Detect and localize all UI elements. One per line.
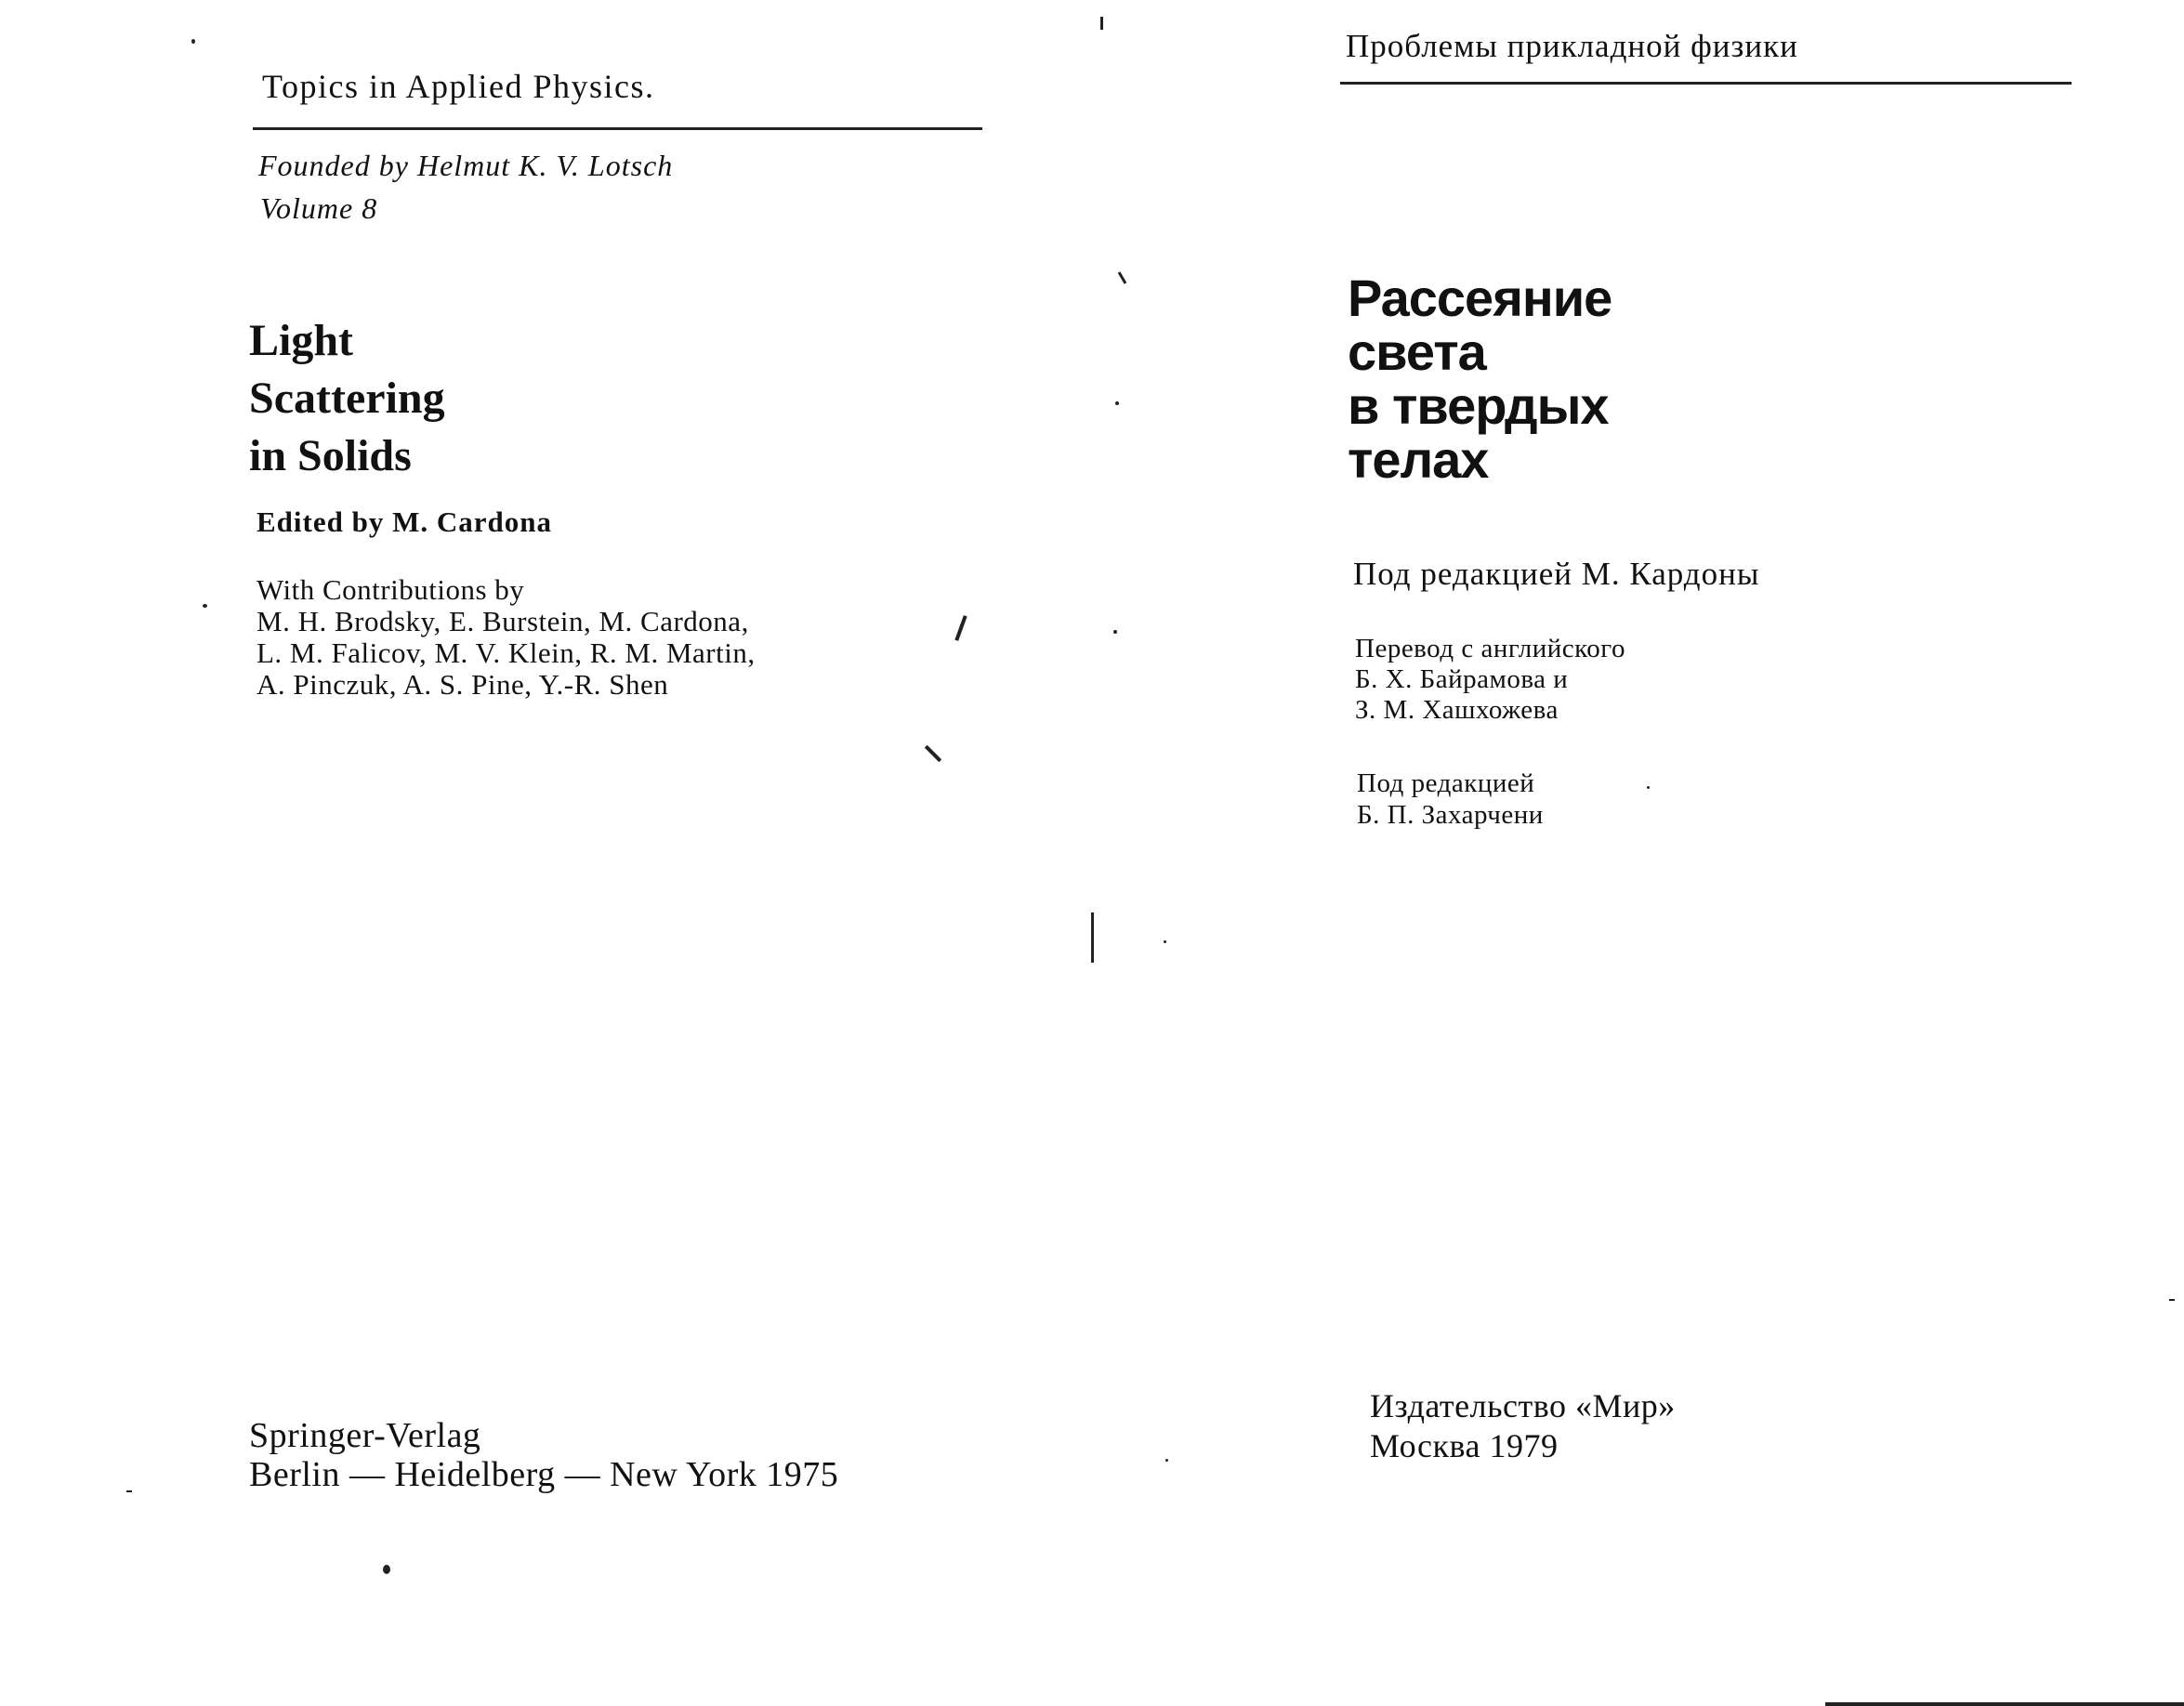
editors-line: Под редакцией	[1357, 768, 1535, 798]
publisher-en	[249, 1416, 838, 1494]
publisher-ru-line: Издательство «Мир»	[1370, 1387, 1676, 1424]
book-title-en-line: Scattering	[249, 374, 445, 423]
editors-line: Б. П. Захарчени	[1357, 800, 1544, 830]
contributors-en	[257, 574, 756, 701]
scan-speck	[1115, 401, 1119, 405]
editor-en: Edited by M. Cardona	[257, 505, 552, 538]
book-title-ru-line: в твердых	[1348, 376, 1609, 435]
scan-mark	[1091, 912, 1094, 963]
translators-line: З. М. Хашхожева	[1355, 695, 1559, 725]
publisher-ru	[1370, 1386, 1676, 1466]
book-title-ru-line: Рассеяние	[1348, 269, 1612, 327]
book-title-en-line: Light	[249, 316, 354, 365]
scan-mark	[126, 1490, 132, 1492]
scan-speck	[383, 1565, 390, 1574]
series-rule-en	[253, 127, 982, 130]
book-title-ru	[1348, 271, 1612, 487]
scan-speck	[1113, 630, 1117, 634]
translators-line: Б. Х. Байрамова и	[1355, 664, 1569, 694]
series-title-ru: Проблемы прикладной физики	[1346, 28, 1798, 64]
scan-mark	[1100, 17, 1103, 30]
book-title-ru-line: телах	[1348, 430, 1489, 489]
founder-line: Founded by Helmut K. V. Lotsch	[258, 149, 674, 182]
scan-edge-rule	[1825, 1702, 2184, 1706]
editors-ru	[1357, 768, 1544, 831]
scan-speck	[1647, 786, 1650, 789]
scan-speck	[191, 39, 195, 44]
contributors-line: With Contributions by	[257, 573, 525, 606]
translators-line: Перевод с английского	[1355, 634, 1625, 663]
series-rule-ru	[1340, 82, 2072, 85]
volume-line: Volume 8	[260, 191, 378, 225]
book-title-en	[249, 312, 445, 485]
translators-ru	[1355, 634, 1625, 726]
scan-mark	[2169, 1299, 2175, 1301]
contributors-line: A. Pinczuk, A. S. Pine, Y.-R. Shen	[257, 668, 669, 701]
scan-speck	[203, 604, 207, 608]
contributors-line: M. H. Brodsky, E. Burstein, M. Cardona,	[257, 605, 749, 637]
publisher-ru-line: Москва 1979	[1370, 1427, 1559, 1464]
scan-speck	[1164, 940, 1166, 943]
book-title-ru-line: света	[1348, 322, 1486, 381]
publisher-en-line: Berlin — Heidelberg — New York 1975	[249, 1455, 839, 1494]
publisher-en-line: Springer-Verlag	[249, 1416, 481, 1455]
scan-speck	[1165, 1459, 1168, 1462]
contributors-line: L. M. Falicov, M. V. Klein, R. M. Martin,	[257, 636, 756, 669]
book-title-en-line: in Solids	[249, 431, 412, 480]
editor-ru: Под редакцией М. Кардоны	[1353, 556, 1760, 592]
scan-mark	[925, 745, 941, 762]
series-title-en: Topics in Applied Physics.	[262, 68, 655, 105]
scan-mark	[954, 615, 967, 641]
scan-mark	[1118, 271, 1127, 284]
